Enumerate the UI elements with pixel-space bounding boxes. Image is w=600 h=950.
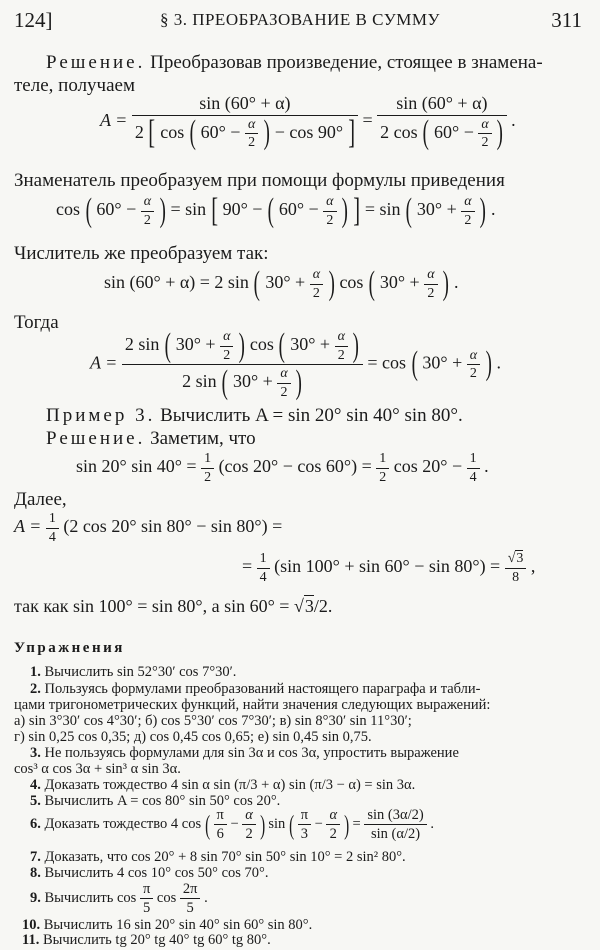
equation-5: sin 20° sin 40° = $\frac{1}{2}$ (cos 20° − cos 60°) = $\frac{1}{2}$ cos 20° − $\frac{1}{4}$ . xyxy=(76,451,489,485)
exercise-2-line-4: г) sin 0,25 cos 0,35; д) cos 0,45 cos 0,65; е) sin 0,45 sin 0,75. xyxy=(14,729,372,745)
text-numerator: Числитель же преобразуем так: xyxy=(14,243,269,264)
exercise-5: 5. Вычислить A = cos 80° sin 50° cos 20°. xyxy=(30,793,281,809)
example-3-line xyxy=(46,405,463,427)
equation-7: = $\frac{1}{4}$ (sin 100° + sin 60° − sin 80°) = $\frac{√3}{8}$ , xyxy=(242,551,536,585)
text-further: Далее, xyxy=(14,489,67,510)
text-then: Тогда xyxy=(14,312,59,333)
section-title: § 3. ПРЕОБРАЗОВАНИЕ В СУММУ xyxy=(159,10,441,29)
exercise-8: 8. Вычислить 4 cos 10° cos 50° cos 70°. xyxy=(30,865,269,881)
page-number-right: 311 xyxy=(551,8,582,32)
eq1-f1-denominator: 2 [ cos ( 60° − $\frac{\alpha}{2}$ ) − cos 90° ] xyxy=(134,114,355,152)
eq1-f2-numerator: sin (60° + α) xyxy=(377,92,507,116)
intro-text: Преобразовав произведение, стоящее в знамена- xyxy=(150,52,543,73)
eq1-f2-denominator: 2 cos ( 60° − $\frac{\alpha}{2}$ ) xyxy=(380,114,504,152)
solution-label: Решение. xyxy=(46,52,146,73)
example-text: Вычислить A = sin 20° sin 40° sin 80°. xyxy=(160,405,463,426)
equation-2: cos ( 60° − $\frac{\alpha}{2}$ ) = sin [ 90° − ( 60° − $\frac{\alpha}{2}$ ) ] = sin ( 30° + $\frac{\alpha}{2}$ ) . xyxy=(56,191,496,229)
example-label: Пример 3. xyxy=(46,405,156,426)
text-denominator: Знаменатель преобразуем при помощи формулы приведения xyxy=(14,170,505,191)
equation-8: так как sin 100° = sin 80°, а sin 60° = √3/2. xyxy=(14,596,333,616)
exercise-4: 4. Доказать тождество 4 sin α sin (π/3 + α) sin (π/3 − α) = sin 3α. xyxy=(30,777,416,793)
exercise-2-line-3: а) sin 3°30′ cos 4°30′; б) cos 5°30′ cos 7°30′; в) sin 8°30′ sin 11°30′; xyxy=(14,713,412,729)
equation-6: A = $\frac{1}{4}$ (2 cos 20° sin 80° − sin 80°) = xyxy=(14,511,283,545)
page-number-left: 124] xyxy=(14,8,53,32)
eq1-f1-numerator: sin (60° + α) xyxy=(132,92,358,116)
exercise-10: 10. Вычислить 16 sin 20° sin 40° sin 60° sin 80°. xyxy=(22,917,313,933)
eq1-fraction-2 xyxy=(377,92,507,152)
eq4-fraction: 2 sin ( 30° + $\frac{\alpha}{2}$ ) cos ( 30° + $\frac{\alpha}{2}$ ) 2 sin ( 30° + $\frac{\alpha}{2}$ ) xyxy=(122,328,363,401)
eq1-fraction-1 xyxy=(132,92,358,152)
equation-4: A = 2 sin ( 30° + $\frac{\alpha}{2}$ ) cos ( 30° + $\frac{\alpha}{2}$ ) 2 sin ( 30° + $\frac{\alpha}{2}$ ) = cos ( 30° + $\frac{\alpha}{2}$ ) . xyxy=(90,326,501,401)
exercise-9: 9. Вычислить cos $\frac{\pi}{5}$ cos $\frac{2\pi}{5}$ . xyxy=(30,881,208,917)
intro-line-2: теле, получаем xyxy=(14,75,135,96)
page-header xyxy=(14,8,586,36)
eq1-lhs: A = xyxy=(100,109,128,130)
equation-1: A = sin (60° + α) 2 [ cos ( 60° − $\frac{\alpha}{2}$ ) − cos 90° ] = sin (60° + α) 2 cos ( 60° − $\frac{\alpha}{2}$ ) . xyxy=(100,93,516,152)
example-3-solution: Решение. Заметим, что xyxy=(46,428,256,449)
exercise-3-line-2: cos³ α cos 3α + sin³ α sin 3α. xyxy=(14,761,181,777)
equation-3: sin (60° + α) = 2 sin ( 30° + $\frac{\alpha}{2}$ ) cos ( 30° + $\frac{\alpha}{2}$ ) . xyxy=(104,264,459,302)
exercise-6: 6. Доказать тождество 4 cos ( $\frac{\pi}{6}$ − $\frac{\alpha}{2}$ ) sin ( $\frac{\pi}{3}$ − $\frac{\alpha}{2}$ ) = $\frac{\sin (3\alpha/2)}{\sin (\alpha/2)}$ . xyxy=(30,807,434,843)
intro-line-1 xyxy=(46,52,543,74)
exercise-2: 2. Пользуясь формулами преобразований настоящего параграфа и табли- xyxy=(30,681,481,697)
exercise-2-line-2: цами тригонометрических функций, найти значения следующих выражений: xyxy=(14,697,491,713)
exercise-11: 11. Вычислить tg 20° tg 40° tg 60° tg 80°. xyxy=(22,932,271,948)
exercises-heading: Упражнения xyxy=(14,640,125,656)
exercise-3: 3. Не пользуясь формулами для sin 3α и cos 3α, упростить выражение xyxy=(30,745,459,761)
exercise-1: 1. Вычислить sin 52°30′ cos 7°30′. xyxy=(30,664,237,680)
exercise-7: 7. Доказать, что cos 20° + 8 sin 70° sin 50° sin 10° = 2 sin² 80°. xyxy=(30,849,406,865)
